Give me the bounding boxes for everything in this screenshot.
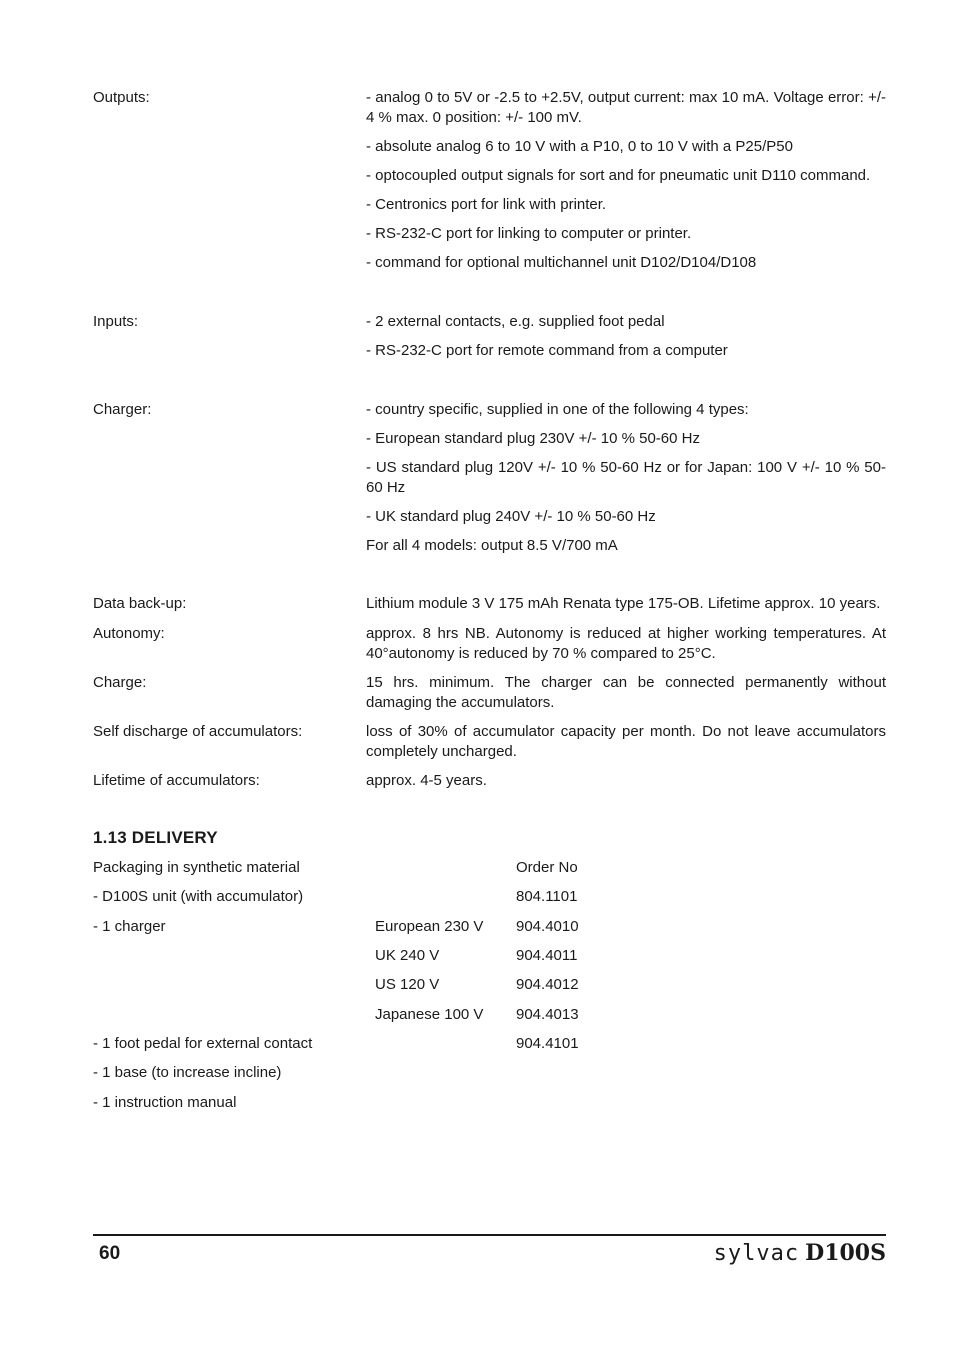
delivery-order-no: 904.4011	[516, 947, 578, 964]
delivery-order-no: 804.1101	[516, 888, 578, 905]
brand-name: sylvac	[713, 1241, 800, 1266]
spec-value: approx. 4-5 years.	[366, 772, 487, 789]
delivery-item: - D100S unit (with accumulator)	[93, 888, 304, 905]
spec-value: loss of 30% of accumulator capacity per month. Do not leave accumulators completely uncharged.	[366, 723, 886, 760]
spec-line: - country specific, supplied in one of the following 4 types:	[366, 401, 749, 418]
spec-label: Inputs:	[93, 313, 139, 330]
spec-values	[366, 400, 886, 565]
page-number: 60	[99, 1243, 121, 1264]
spec-label: Self discharge of accumulators:	[93, 723, 303, 740]
spec-line: - UK standard plug 240V +/- 10 % 50-60 Hz	[366, 508, 656, 525]
delivery-order-no: 904.4010	[516, 918, 579, 935]
brand-logo	[713, 1240, 886, 1266]
delivery-item: - 1 base (to increase incline)	[93, 1064, 282, 1081]
footer-rule	[93, 1234, 886, 1236]
spec-line: For all 4 models: output 8.5 V/700 mA	[366, 537, 618, 554]
spec-line: - analog 0 to 5V or -2.5 to +2.5V, output current: max 10 mA. Voltage error: +/- 4 % max. 0 position: +/- 100 mV.	[366, 89, 886, 126]
spec-label: Outputs:	[93, 89, 150, 106]
brand-model: D100S	[805, 1240, 886, 1266]
spec-line: - absolute analog 6 to 10 V with a P10, 0 to 10 V with a P25/P50	[366, 138, 793, 155]
spec-value: 15 hrs. minimum. The charger can be connected permanently without damaging the accumulators.	[366, 674, 886, 711]
spec-line: - command for optional multichannel unit D102/D104/D108	[366, 254, 757, 271]
delivery-variant: UK 240 V	[375, 947, 440, 964]
delivery-order-no: 904.4013	[516, 1006, 579, 1023]
spec-line: - optocoupled output signals for sort and for pneumatic unit D110 command.	[366, 167, 871, 184]
spec-values	[366, 88, 886, 282]
spec-line: - Centronics port for link with printer.	[366, 196, 607, 213]
spec-line: - RS-232-C port for linking to computer or printer.	[366, 225, 692, 242]
delivery-header-order: Order No	[516, 859, 578, 876]
spec-values	[366, 312, 886, 370]
spec-line: - RS-232-C port for remote command from a computer	[366, 342, 728, 359]
spec-value: approx. 8 hrs NB. Autonomy is reduced at higher working temperatures. At 40°autonomy is reduced by 70 % compared to 25°C.	[366, 625, 886, 662]
spec-label: Autonomy:	[93, 625, 165, 642]
spec-label: Data back-up:	[93, 595, 187, 612]
delivery-variant: Japanese 100 V	[375, 1006, 484, 1023]
delivery-item: - 1 foot pedal for external contact	[93, 1035, 313, 1052]
spec-value: Lithium module 3 V 175 mAh Renata type 175-OB. Lifetime approx. 10 years.	[366, 595, 881, 612]
spec-label: Lifetime of accumulators:	[93, 772, 260, 789]
spec-label: Charger:	[93, 401, 152, 418]
delivery-header-item: Packaging in synthetic material	[93, 859, 300, 876]
delivery-variant: European 230 V	[375, 918, 484, 935]
delivery-order-no: 904.4012	[516, 976, 579, 993]
delivery-item: - 1 instruction manual	[93, 1094, 237, 1111]
spec-label: Charge:	[93, 674, 147, 691]
delivery-item: - 1 charger	[93, 918, 166, 935]
spec-line: - European standard plug 230V +/- 10 % 50-60 Hz	[366, 430, 700, 447]
delivery-variant: US 120 V	[375, 976, 440, 993]
section-title-delivery: 1.13 DELIVERY	[93, 828, 218, 847]
spec-line: - 2 external contacts, e.g. supplied foot pedal	[366, 313, 665, 330]
spec-line: - US standard plug 120V +/- 10 % 50-60 Hz or for Japan: 100 V +/- 10 % 50-60 Hz	[366, 459, 886, 496]
delivery-order-no: 904.4101	[516, 1035, 579, 1052]
